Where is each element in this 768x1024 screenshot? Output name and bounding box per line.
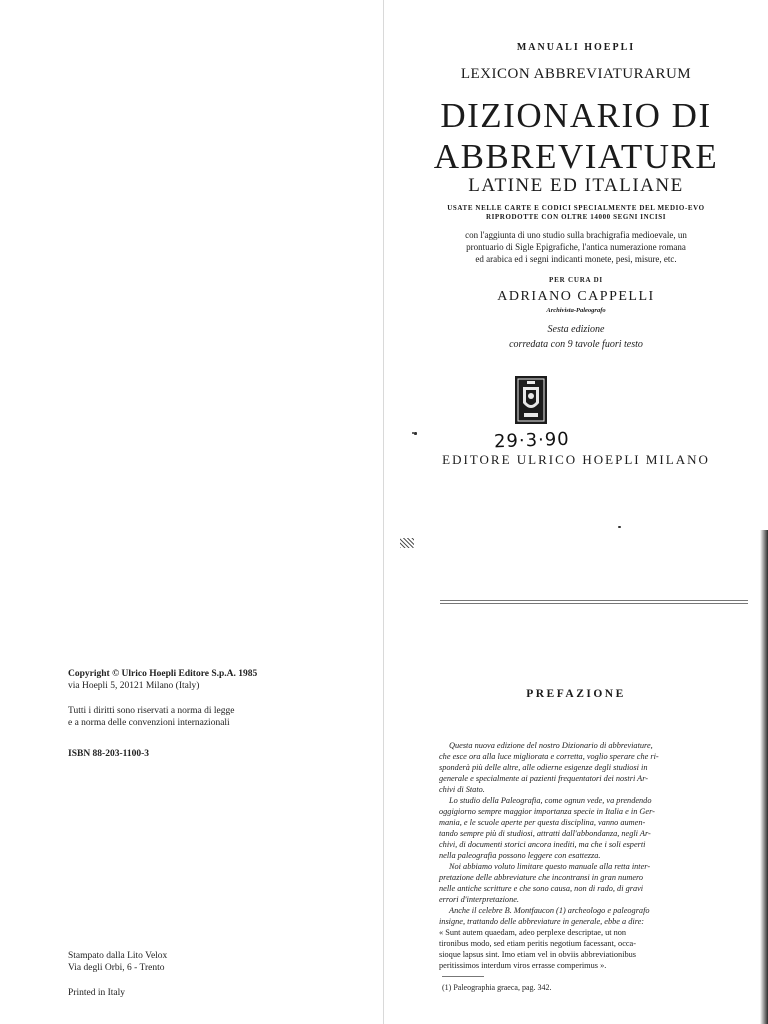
subtitle: LATINE ED ITALIANE: [468, 175, 684, 196]
preface-line: chivi di Stato.: [439, 785, 485, 794]
preface-line: che esce ora alla luce migliorata e corretta, voglio sperare che ri-: [439, 752, 659, 761]
preface-line: generale e specialmente ai pazienti frequentatori dei nostri Ar-: [439, 774, 649, 783]
description-line: ed arabica ed i segni indicanti monete, pesi, misure, etc.: [475, 254, 677, 264]
preface-quote-line: « Sunt autem quaedam, adeo perplexe descriptae, ut non: [439, 928, 627, 937]
usage-line: USATE NELLE CARTE E CODICI SPECIALMENTE DEL MEDIO-EVO: [447, 204, 705, 212]
editor-role: Archivista-Paleografo: [546, 307, 606, 314]
ink-speck: [618, 526, 621, 528]
main-title-line-1: DIZIONARIO DI: [440, 96, 712, 135]
copyright-line: Copyright © Ulrico Hoepli Editore S.p.A. 1985: [68, 669, 258, 679]
publisher-emblem-icon: [514, 375, 548, 425]
rights-block: [68, 705, 234, 729]
preface-quote-line: sioque lapsus sint. Imo etiam vel in obviis abbreviationibus: [439, 950, 637, 959]
top-rule: [440, 603, 748, 604]
preface-page: [384, 600, 768, 1024]
printed-in: Printed in Italy: [68, 988, 125, 998]
preface-line: oggigiorno sempre maggior importanza specie in Italia e in Ger-: [439, 807, 655, 816]
printer-block: [68, 950, 167, 974]
usage-line: RIPRODOTTE CON OLTRE 14000 SEGNI INCISI: [485, 213, 667, 221]
isbn: ISBN 88-203-1100-3: [68, 749, 150, 759]
publisher-address: via Hoepli 5, 20121 Milano (Italy): [68, 681, 200, 691]
preface-line: nella paleografia possono leggere con esattezza.: [439, 851, 601, 860]
ink-speck: [414, 432, 417, 435]
rights-line: e a norma delle convenzioni internazionali: [68, 718, 230, 728]
copyright-block: [68, 668, 257, 692]
preface-line: sponderà più delle altre, alle odierne esigenze degli studiosi in: [439, 763, 648, 772]
editor-label: PER CURA DI: [549, 276, 603, 284]
publisher-imprint: EDITORE ULRICO HOEPLI MILANO: [442, 452, 710, 467]
preface-line: chivi, di documenti storici ancora inediti, ma che i soli esperti: [439, 840, 646, 849]
preface-line: insigne, trattando delle abbreviature in generale, ebbe a dire:: [439, 917, 645, 926]
preface-line: errori d'interpretazione.: [439, 895, 519, 904]
footnote-rule: [442, 976, 484, 977]
lexicon-title: LEXICON ABBREVIATURARUM: [460, 66, 692, 82]
title-page: [384, 0, 768, 600]
preface-quote-line: peritissimos interdum viros errasse comperimus ».: [439, 961, 607, 970]
preface-line: Questa nuova edizione del nostro Dizionario di abbreviature,: [449, 741, 653, 750]
preface-line: Noi abbiamo voluto limitare questo manuale alla retta inter-: [449, 862, 651, 871]
series-name: MANUALI HOEPLI: [516, 42, 636, 53]
preface-line: Lo studio della Paleografia, come ognun vede, va prendendo: [449, 796, 652, 805]
edition-line: corredata con 9 tavole fuori testo: [509, 339, 643, 350]
preface-line: mania, e le scuole aperte per questa disciplina, vanno aumen-: [439, 818, 646, 827]
editor-name: ADRIANO CAPPELLI: [497, 289, 655, 304]
preface-heading: PREFAZIONE: [526, 688, 626, 700]
ink-blot: [400, 538, 414, 548]
description-line: con l'aggiunta di uno studio sulla brachigrafia medioevale, un: [465, 230, 687, 240]
preface-line: pretazione delle abbreviature che incontransi in gran numero: [439, 873, 644, 882]
footnote: (1) Paleographia graeca, pag. 342.: [442, 983, 552, 992]
preface-line: tando sempre più di studiosi, attratti dall'abbondanza, negli Ar-: [439, 829, 651, 838]
handwritten-date: 29·3·90: [493, 428, 571, 453]
printer-line: Via degli Orbi, 6 - Trento: [68, 963, 165, 973]
copyright-page: [0, 0, 383, 1024]
rights-line: Tutti i diritti sono riservati a norma di legge: [68, 706, 235, 716]
preface-line: Anche il celebre B. Montfaucon (1) archeologo e paleografo: [449, 906, 650, 915]
edition-line: Sesta edizione: [547, 324, 605, 335]
printer-line: Stampato dalla Lito Velox: [68, 951, 168, 961]
preface-quote-line: tironibus modo, sed etiam peritis negotium facessant, occa-: [439, 939, 636, 948]
main-title-line-2: ABBREVIATURE: [433, 137, 719, 176]
preface-line: nelle antiche scritture e che sono causa, non di rado, di gravi: [439, 884, 644, 893]
description-line: prontuario di Sigle Epigrafiche, l'antica numerazione romana: [466, 242, 686, 252]
top-rule: [440, 600, 748, 601]
